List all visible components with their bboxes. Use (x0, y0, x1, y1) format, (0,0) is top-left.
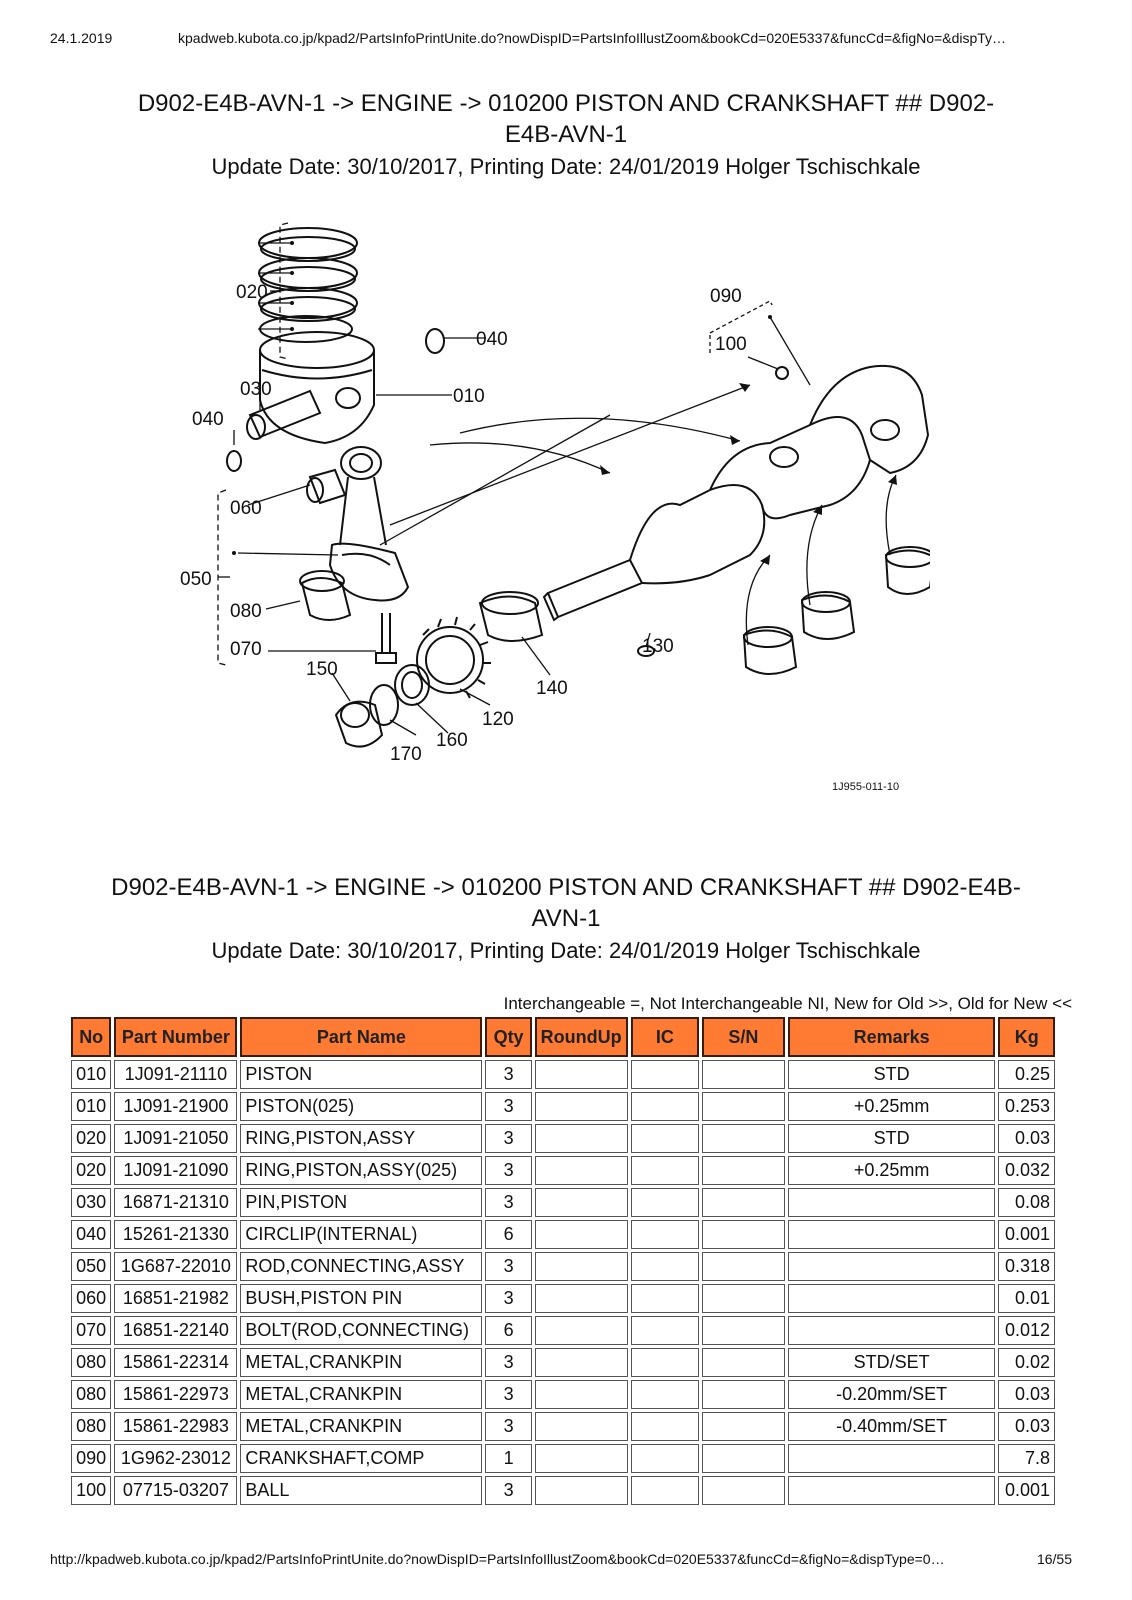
cell-part-name: METAL,CRANKPIN (240, 1412, 482, 1441)
column-header-sn: S/N (702, 1017, 785, 1057)
table-row (71, 1316, 1055, 1345)
column-header-kg: Kg (998, 1017, 1055, 1057)
cell-kg: 7.8 (998, 1444, 1055, 1473)
cell-part-number: 16851-21982 (114, 1284, 237, 1313)
cell-part-name: BOLT(ROD,CONNECTING) (240, 1316, 482, 1345)
cell-part-number: 16851-22140 (114, 1316, 237, 1345)
section-subtitle-top: Update Date: 30/10/2017, Printing Date: 24/01/2019 Holger Tschischkale (211, 154, 921, 179)
cell-no: 020 (71, 1156, 111, 1185)
cell-roundup (535, 1284, 628, 1313)
cell-no: 090 (71, 1444, 111, 1473)
cell-ic (631, 1348, 700, 1377)
print-footer-url: http://kpadweb.kubota.co.jp/kpad2/PartsInfoPrintUnite.do?nowDispID=PartsInfoIllustZoom&bookCd=020E5337&funcCd=&figNo=&dispType=0… (50, 1551, 945, 1567)
cell-ic (631, 1444, 700, 1473)
cell-roundup (535, 1444, 628, 1473)
table-row (71, 1284, 1055, 1313)
cell-part-number: 15261-21330 (114, 1220, 237, 1249)
cell-sn (702, 1380, 785, 1409)
cell-qty: 6 (485, 1316, 531, 1345)
table-row (71, 1444, 1055, 1473)
cell-no: 080 (71, 1348, 111, 1377)
cell-roundup (535, 1252, 628, 1281)
cell-part-name: RING,PISTON,ASSY (240, 1124, 482, 1153)
cell-sn (702, 1220, 785, 1249)
interchangeability-legend: Interchangeable =, Not Interchangeable NI, New for Old >>, Old for New << (503, 994, 1072, 1013)
cell-part-name: PISTON(025) (240, 1092, 482, 1121)
label-150: 150 (306, 659, 338, 680)
cell-remarks (788, 1476, 996, 1505)
cell-part-number: 15861-22973 (114, 1380, 237, 1409)
cell-no: 070 (71, 1316, 111, 1345)
print-header-url: kpadweb.kubota.co.jp/kpad2/PartsInfoPrintUnite.do?nowDispID=PartsInfoIllustZoom&bookCd=020E5337&funcCd=&figNo=&dispTy… (178, 30, 1007, 46)
cell-part-number: 16871-21310 (114, 1188, 237, 1217)
cell-remarks: -0.20mm/SET (788, 1380, 996, 1409)
cell-remarks: STD/SET (788, 1348, 996, 1377)
table-row (71, 1476, 1055, 1505)
cell-remarks: STD (788, 1124, 996, 1153)
label-070: 070 (230, 639, 262, 660)
cell-kg: 0.02 (998, 1348, 1055, 1377)
cell-qty: 3 (485, 1188, 531, 1217)
table-row (71, 1220, 1055, 1249)
cell-roundup (535, 1476, 628, 1505)
cell-no: 010 (71, 1092, 111, 1121)
cell-part-number: 1G962-23012 (114, 1444, 237, 1473)
cell-roundup (535, 1188, 628, 1217)
cell-part-name: METAL,CRANKPIN (240, 1380, 482, 1409)
label-040-top: 040 (476, 329, 508, 350)
table-row (71, 1060, 1055, 1089)
cell-remarks (788, 1284, 996, 1313)
label-120: 120 (482, 709, 514, 730)
cell-kg: 0.03 (998, 1380, 1055, 1409)
section-title-top: D902-E4B-AVN-1 -> ENGINE -> 010200 PISTON AND CRANKSHAFT ## D902- E4B-AVN-1 (137, 90, 995, 148)
cell-ic (631, 1380, 700, 1409)
cell-part-name: CRANKSHAFT,COMP (240, 1444, 482, 1473)
cell-qty: 3 (485, 1092, 531, 1121)
cell-remarks (788, 1316, 996, 1345)
cell-no: 010 (71, 1060, 111, 1089)
label-060: 060 (230, 498, 262, 519)
cell-roundup (535, 1156, 628, 1185)
cell-part-name: RING,PISTON,ASSY(025) (240, 1156, 482, 1185)
label-160: 160 (436, 730, 468, 751)
cell-ic (631, 1220, 700, 1249)
cell-no: 080 (71, 1412, 111, 1441)
cell-sn (702, 1060, 785, 1089)
cell-ic (631, 1124, 700, 1153)
cell-part-name: PIN,PISTON (240, 1188, 482, 1217)
cell-kg: 0.001 (998, 1476, 1055, 1505)
cell-no: 050 (71, 1252, 111, 1281)
label-140: 140 (536, 678, 568, 699)
column-header-roundup: RoundUp (535, 1017, 628, 1057)
cell-part-name: BUSH,PISTON PIN (240, 1284, 482, 1313)
cell-ic (631, 1316, 700, 1345)
parts-table (68, 1014, 1058, 1508)
cell-remarks: -0.40mm/SET (788, 1412, 996, 1441)
cell-part-number: 1J091-21050 (114, 1124, 237, 1153)
table-row (71, 1092, 1055, 1121)
cell-roundup (535, 1412, 628, 1441)
cell-kg: 0.25 (998, 1060, 1055, 1089)
cell-no: 020 (71, 1124, 111, 1153)
cell-remarks: +0.25mm (788, 1156, 996, 1185)
cell-remarks (788, 1444, 996, 1473)
diagram-ref-code: 1J955-011-10 (832, 781, 900, 793)
cell-qty: 3 (485, 1284, 531, 1313)
cell-ic (631, 1476, 700, 1505)
cell-part-name: BALL (240, 1476, 482, 1505)
cell-remarks (788, 1188, 996, 1217)
cell-part-number: 15861-22983 (114, 1412, 237, 1441)
cell-ic (631, 1060, 700, 1089)
cell-roundup (535, 1092, 628, 1121)
cell-no: 060 (71, 1284, 111, 1313)
table-row (71, 1188, 1055, 1217)
cell-part-number: 07715-03207 (114, 1476, 237, 1505)
cell-kg: 0.012 (998, 1316, 1055, 1345)
cell-sn (702, 1156, 785, 1185)
column-header-qty: Qty (485, 1017, 531, 1057)
label-080: 080 (230, 601, 262, 622)
section-title-bottom: D902-E4B-AVN-1 -> ENGINE -> 010200 PISTON AND CRANKSHAFT ## D902-E4B- AVN-1 (111, 874, 1021, 932)
cell-ic (631, 1092, 700, 1121)
cell-roundup (535, 1348, 628, 1377)
page-number: 16/55 (1036, 1551, 1072, 1567)
cell-part-number: 1J091-21110 (114, 1060, 237, 1089)
cell-roundup (535, 1124, 628, 1153)
table-row (71, 1252, 1055, 1281)
section-subtitle-bottom: Update Date: 30/10/2017, Printing Date: 24/01/2019 Holger Tschischkale (211, 938, 921, 963)
cell-qty: 3 (485, 1380, 531, 1409)
label-020: 020 (236, 282, 268, 303)
table-row (71, 1124, 1055, 1153)
cell-kg: 0.08 (998, 1188, 1055, 1217)
label-090: 090 (710, 286, 742, 307)
cell-sn (702, 1348, 785, 1377)
cell-qty: 3 (485, 1060, 531, 1089)
cell-no: 040 (71, 1220, 111, 1249)
cell-qty: 3 (485, 1156, 531, 1185)
cell-no: 080 (71, 1380, 111, 1409)
cell-remarks: +0.25mm (788, 1092, 996, 1121)
cell-part-name: PISTON (240, 1060, 482, 1089)
cell-qty: 6 (485, 1220, 531, 1249)
cell-kg: 0.01 (998, 1284, 1055, 1313)
cell-ic (631, 1284, 700, 1313)
label-100: 100 (715, 334, 747, 355)
cell-part-number: 1J091-21090 (114, 1156, 237, 1185)
cell-ic (631, 1188, 700, 1217)
cell-sn (702, 1444, 785, 1473)
table-row (71, 1348, 1055, 1377)
table-header-row (71, 1017, 1055, 1057)
cell-kg: 0.001 (998, 1220, 1055, 1249)
cell-remarks (788, 1252, 996, 1281)
print-date: 24.1.2019 (50, 30, 113, 46)
column-header-part-name: Part Name (240, 1017, 482, 1057)
table-row (71, 1156, 1055, 1185)
cell-roundup (535, 1316, 628, 1345)
label-050: 050 (180, 569, 212, 590)
label-130: 130 (642, 636, 674, 657)
column-header-remarks: Remarks (788, 1017, 996, 1057)
cell-qty: 3 (485, 1252, 531, 1281)
cell-no: 100 (71, 1476, 111, 1505)
table-row (71, 1380, 1055, 1409)
cell-kg: 0.253 (998, 1092, 1055, 1121)
cell-roundup (535, 1380, 628, 1409)
cell-sn (702, 1412, 785, 1441)
label-040-left: 040 (192, 409, 224, 430)
cell-kg: 0.03 (998, 1124, 1055, 1153)
cell-ic (631, 1412, 700, 1441)
cell-sn (702, 1316, 785, 1345)
cell-part-number: 1J091-21900 (114, 1092, 237, 1121)
label-010: 010 (453, 386, 485, 407)
cell-remarks: STD (788, 1060, 996, 1089)
cell-qty: 3 (485, 1476, 531, 1505)
cell-roundup (535, 1220, 628, 1249)
cell-sn (702, 1124, 785, 1153)
column-header-part-number: Part Number (114, 1017, 237, 1057)
column-header-no: No (71, 1017, 111, 1057)
cell-kg: 0.032 (998, 1156, 1055, 1185)
cell-remarks (788, 1220, 996, 1249)
cell-roundup (535, 1060, 628, 1089)
cell-part-number: 15861-22314 (114, 1348, 237, 1377)
cell-sn (702, 1284, 785, 1313)
cell-sn (702, 1092, 785, 1121)
cell-qty: 3 (485, 1124, 531, 1153)
cell-sn (702, 1252, 785, 1281)
label-170: 170 (390, 744, 422, 765)
cell-sn (702, 1188, 785, 1217)
cell-part-name: CIRCLIP(INTERNAL) (240, 1220, 482, 1249)
table-row (71, 1412, 1055, 1441)
cell-no: 030 (71, 1188, 111, 1217)
cell-part-number: 1G687-22010 (114, 1252, 237, 1281)
exploded-parts-diagram (150, 205, 930, 815)
cell-kg: 0.03 (998, 1412, 1055, 1441)
column-header-ic: IC (631, 1017, 700, 1057)
cell-ic (631, 1252, 700, 1281)
cell-qty: 3 (485, 1412, 531, 1441)
label-030: 030 (240, 379, 272, 400)
cell-qty: 1 (485, 1444, 531, 1473)
cell-sn (702, 1476, 785, 1505)
cell-kg: 0.318 (998, 1252, 1055, 1281)
cell-part-name: METAL,CRANKPIN (240, 1348, 482, 1377)
cell-ic (631, 1156, 700, 1185)
cell-part-name: ROD,CONNECTING,ASSY (240, 1252, 482, 1281)
cell-qty: 3 (485, 1348, 531, 1377)
